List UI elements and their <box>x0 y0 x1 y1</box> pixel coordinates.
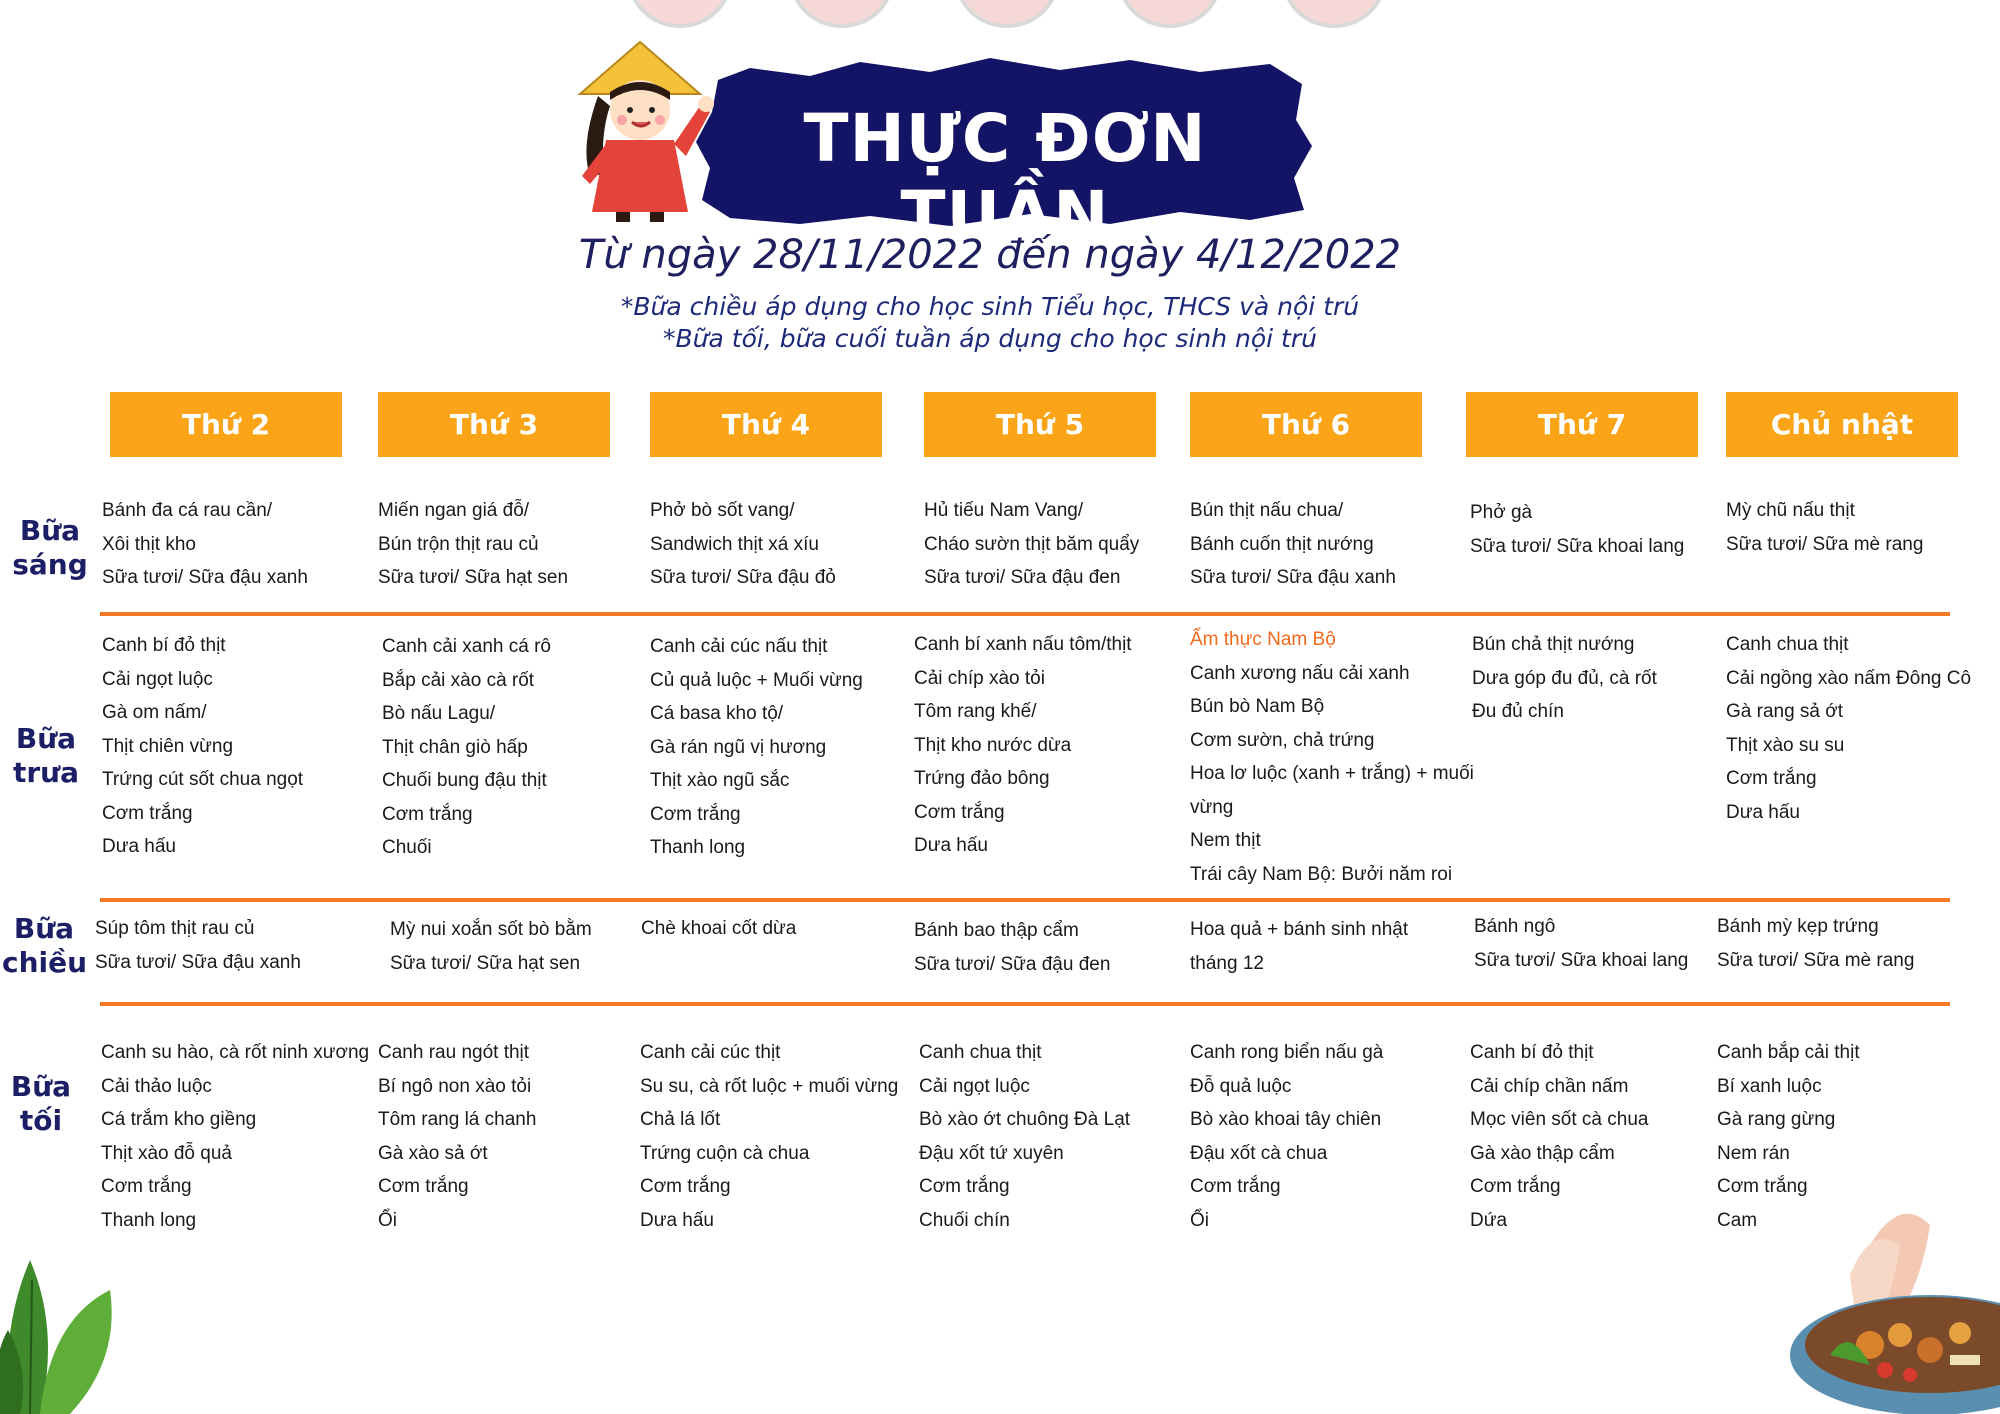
menu-item: Sữa tươi/ Sữa hạt sen <box>378 567 569 588</box>
menu-item: Cơm trắng <box>102 802 193 824</box>
day-header-sat: Thứ 7 <box>1466 392 1698 457</box>
meal-label-breakfast: Bữa sáng <box>12 514 88 581</box>
menu-item: Sữa tươi/ Sữa mè rang <box>1717 949 1915 971</box>
lunch-fri <box>1190 623 1474 891</box>
menu-item: Trái cây Nam Bộ: Bưởi năm roi <box>1190 863 1453 885</box>
menu-item: Bánh ngô <box>1474 916 1556 937</box>
day-header-tue: Thứ 3 <box>378 392 610 457</box>
leaf-decoration <box>0 1240 130 1414</box>
menu-item: Chuối bung đậu thịt <box>382 770 547 791</box>
meal-label-afternoon: Bữa chiều <box>2 912 88 979</box>
plate-decoration <box>1282 0 1386 28</box>
menu-item: Sữa tươi/ Sữa đậu đen <box>924 567 1121 588</box>
menu-item: Sữa tươi/ Sữa khoai lang <box>1470 535 1685 557</box>
menu-item: vừng <box>1190 796 1234 818</box>
afternoon-sun <box>1717 910 1914 977</box>
menu-item: Bún bò Nam Bộ <box>1190 696 1325 717</box>
menu-item: Canh rong biển nấu gà <box>1190 1042 1384 1063</box>
dinner-mon <box>101 1036 369 1237</box>
menu-item: Sữa tươi/ Sữa đậu xanh <box>95 951 301 973</box>
menu-item: Gà rán ngũ vị hương <box>650 736 827 758</box>
menu-item: Bánh đa cá rau cần/ <box>102 500 273 521</box>
title-banner <box>560 30 1320 254</box>
breakfast-tue <box>378 494 568 595</box>
menu-item: Phở gà <box>1470 502 1533 523</box>
plate-decoration <box>1118 0 1222 28</box>
breakfast-thu <box>924 494 1139 595</box>
menu-item: Canh rau ngót thịt <box>378 1042 530 1063</box>
menu-item: Canh bí xanh nấu tôm/thịt <box>914 634 1132 655</box>
lunch-sun <box>1726 628 1971 829</box>
breakfast-sat <box>1470 496 1684 563</box>
menu-item: Canh cải xanh cá rô <box>382 636 551 657</box>
menu-item: Bắp cải xào cà rốt <box>382 669 535 691</box>
menu-item: Hủ tiếu Nam Vang/ <box>924 500 1084 521</box>
food-bowl-decoration <box>1760 1205 2000 1414</box>
day-header-thu: Thứ 5 <box>924 392 1156 457</box>
menu-item: Dưa hấu <box>102 836 176 857</box>
menu-item: Cá basa kho tộ/ <box>650 703 784 724</box>
lunch-thu <box>914 628 1132 863</box>
day-header-fri: Thứ 6 <box>1190 392 1422 457</box>
divider-lunch-afternoon <box>100 898 1950 902</box>
menu-item: Bí ngô non xào tỏi <box>378 1075 532 1097</box>
menu-item: tháng 12 <box>1190 952 1264 974</box>
dinner-tue <box>378 1036 536 1237</box>
menu-item: Cơm trắng <box>1717 1176 1808 1197</box>
menu-item: Dưa hấu <box>914 835 988 856</box>
menu-item: Bò xào khoai tây chiên <box>1190 1109 1382 1130</box>
divider-afternoon-dinner <box>100 1002 1950 1006</box>
menu-item: Canh chua thịt <box>1726 634 1849 655</box>
afternoon-wed <box>641 912 796 946</box>
menu-item: Đu đủ chín <box>1472 701 1564 722</box>
afternoon-fri <box>1190 913 1408 980</box>
afternoon-thu <box>914 914 1110 981</box>
menu-item: Củ quả luộc + Muối vừng <box>650 669 863 691</box>
menu-item: Mọc viên sốt cà chua <box>1470 1109 1649 1130</box>
menu-item: Sandwich thịt xá xíu <box>650 533 819 555</box>
menu-item: Sữa tươi/ Sữa đậu đỏ <box>650 567 836 588</box>
menu-item: Bò nấu Lagu/ <box>382 703 496 724</box>
menu-item: Bún chả thịt nướng <box>1472 634 1635 655</box>
note-afternoon: *Bữa chiều áp dụng cho học sinh Tiểu học, THCS và nội trú <box>620 292 1360 321</box>
menu-item: Dưa góp đu đủ, cà rốt <box>1472 667 1657 689</box>
menu-item: Hoa quả + bánh sinh nhật <box>1190 919 1409 940</box>
menu-item: Canh cải cúc nấu thịt <box>650 636 828 657</box>
menu-item: Cải ngồng xào nấm Đông Cô <box>1726 667 1972 689</box>
plate-decoration <box>955 0 1059 28</box>
menu-item: Gà xào sả ớt <box>378 1142 488 1164</box>
menu-item: Dứa <box>1470 1209 1508 1231</box>
menu-item: Phở bò sốt vang/ <box>650 500 795 521</box>
menu-item: Canh bí đỏ thịt <box>1470 1042 1594 1063</box>
menu-item: Canh xương nấu cải xanh <box>1190 662 1410 684</box>
menu-item: Canh cải cúc thịt <box>640 1042 781 1063</box>
plate-decoration <box>790 0 894 28</box>
menu-item: Thịt xào đỗ quả <box>101 1142 232 1164</box>
plate-decoration <box>628 0 732 28</box>
menu-item: Cơm trắng <box>1190 1176 1281 1197</box>
lunch-tue <box>382 630 551 865</box>
menu-item: Canh chua thịt <box>919 1042 1042 1063</box>
breakfast-mon <box>102 494 308 595</box>
menu-item: Sữa tươi/ Sữa hạt sen <box>390 952 581 974</box>
menu-item: Ổi <box>378 1209 397 1231</box>
menu-item: Đậu xốt cà chua <box>1190 1142 1328 1164</box>
day-header-sun: Chủ nhật <box>1726 392 1958 457</box>
menu-item: Bánh cuốn thịt nướng <box>1190 533 1374 555</box>
menu-item: Sữa tươi/ Sữa đậu đen <box>914 953 1111 975</box>
menu-item: Cải thảo luộc <box>101 1075 212 1097</box>
menu-item: Cải chíp chần nấm <box>1470 1075 1629 1097</box>
dinner-thu <box>919 1036 1130 1237</box>
dinner-fri <box>1190 1036 1383 1237</box>
menu-item: Dưa hấu <box>1726 801 1800 823</box>
menu-item: Chả lá lốt <box>640 1109 721 1130</box>
menu-item: Sữa tươi/ Sữa khoai lang <box>1474 949 1689 971</box>
menu-item: Tôm rang khế/ <box>914 701 1037 722</box>
menu-item: Đỗ quả luộc <box>1190 1075 1292 1097</box>
note-dinner: *Bữa tối, bữa cuối tuần áp dụng cho học sinh nội trú <box>663 324 1317 353</box>
lunch-wed <box>650 630 863 865</box>
breakfast-fri <box>1190 494 1396 595</box>
menu-item: Thanh long <box>650 837 746 858</box>
menu-item: Canh bắp cải thịt <box>1717 1042 1860 1063</box>
menu-item: Cơm trắng <box>914 801 1005 823</box>
menu-item: Bánh mỳ kẹp trứng <box>1717 916 1879 937</box>
date-range: Từ ngày 28/11/2022 đến ngày 4/12/2022 <box>578 232 1402 278</box>
menu-item: Bò xào ớt chuông Đà Lạt <box>919 1109 1131 1130</box>
menu-item: Thịt xào ngũ sắc <box>650 770 790 791</box>
menu-item: Cháo sườn thịt băm quẩy <box>924 533 1140 555</box>
menu-item: Ổi <box>1190 1209 1209 1231</box>
afternoon-mon <box>95 912 301 979</box>
menu-item: Bí xanh luộc <box>1717 1075 1822 1097</box>
menu-item: Cơm trắng <box>378 1176 469 1197</box>
menu-item: Cải ngọt luộc <box>102 668 213 690</box>
dinner-sat <box>1470 1036 1648 1237</box>
menu-item: Thịt chiên vừng <box>102 735 234 757</box>
menu-item: Bún trộn thịt rau củ <box>378 533 539 555</box>
mascot-girl-illustration <box>560 36 720 226</box>
menu-item: Gà rang sả ớt <box>1726 701 1844 722</box>
menu-item: Cải ngọt luộc <box>919 1075 1030 1097</box>
menu-item: Trứng cút sốt chua ngọt <box>102 769 304 790</box>
menu-item: Gà om nấm/ <box>102 702 207 723</box>
menu-item: Thịt kho nước dừa <box>914 734 1072 756</box>
lunch-mon <box>102 629 303 864</box>
lunch-sat <box>1472 628 1657 729</box>
menu-item: Bún thịt nấu chua/ <box>1190 500 1344 521</box>
menu-item: Trứng đảo bông <box>914 768 1050 789</box>
afternoon-tue <box>390 913 592 980</box>
menu-item: Thanh long <box>101 1209 197 1231</box>
menu-item: Cải chíp xào tỏi <box>914 667 1045 689</box>
menu-item: Cơm sườn, chả trứng <box>1190 729 1375 751</box>
divider-breakfast-lunch <box>100 612 1950 616</box>
menu-item: Chuối chín <box>919 1209 1010 1231</box>
menu-item: Chuối <box>382 837 432 858</box>
menu-item: Cam <box>1717 1209 1758 1231</box>
menu-item: Xôi thịt kho <box>102 533 196 555</box>
afternoon-sat <box>1474 910 1688 977</box>
menu-item: Thịt chân giò hấp <box>382 736 528 758</box>
menu-item: Thịt xào su su <box>1726 734 1845 756</box>
menu-item: Cơm trắng <box>650 803 741 825</box>
menu-item: Gà rang gừng <box>1717 1109 1836 1130</box>
menu-item: Chè khoai cốt dừa <box>641 918 797 939</box>
breakfast-sun <box>1726 494 1923 561</box>
breakfast-wed <box>650 494 836 595</box>
menu-item: Mỳ nui xoắn sốt bò bằm <box>390 919 592 940</box>
menu-item: Su su, cà rốt luộc + muối vừng <box>640 1075 899 1097</box>
menu-item: Cá trắm kho giềng <box>101 1109 257 1130</box>
menu-item: Cơm trắng <box>640 1176 731 1197</box>
menu-item: Cơm trắng <box>1726 768 1817 789</box>
dinner-wed <box>640 1036 898 1237</box>
meal-label-lunch: Bữa trưa <box>12 722 80 789</box>
menu-item: Sữa tươi/ Sữa đậu xanh <box>102 567 308 588</box>
menu-item: Sữa tươi/ Sữa mè rang <box>1726 533 1924 555</box>
meal-label-dinner: Bữa tối <box>10 1070 72 1137</box>
menu-item: Đậu xốt tứ xuyên <box>919 1142 1064 1164</box>
menu-item-highlight: Ẩm thực Nam Bộ <box>1190 629 1336 650</box>
menu-item: Cơm trắng <box>101 1176 192 1197</box>
menu-item: Gà xào thập cẩm <box>1470 1142 1615 1164</box>
menu-item: Hoa lơ luộc (xanh + trắng) + muối <box>1190 763 1474 784</box>
menu-item: Nem thịt <box>1190 830 1261 851</box>
menu-item: Miến ngan giá đỗ/ <box>378 500 530 521</box>
menu-item: Bánh bao thập cẩm <box>914 920 1079 941</box>
menu-item: Trứng cuộn cà chua <box>640 1142 810 1164</box>
menu-item: Canh su hào, cà rốt ninh xương <box>101 1042 370 1063</box>
menu-item: Sữa tươi/ Sữa đậu xanh <box>1190 567 1396 588</box>
menu-item: Súp tôm thịt rau củ <box>95 918 255 939</box>
menu-item: Cơm trắng <box>382 803 473 825</box>
menu-item: Cơm trắng <box>919 1176 1010 1197</box>
menu-item: Canh bí đỏ thịt <box>102 635 226 656</box>
day-header-wed: Thứ 4 <box>650 392 882 457</box>
day-header-mon: Thứ 2 <box>110 392 342 457</box>
menu-item: Dưa hấu <box>640 1209 714 1231</box>
menu-item: Tôm rang lá chanh <box>378 1109 537 1130</box>
menu-item: Nem rán <box>1717 1142 1790 1164</box>
menu-item: Mỳ chũ nấu thịt <box>1726 500 1855 521</box>
page-title: THỰC ĐƠN TUẦN <box>803 100 1207 254</box>
menu-item: Cơm trắng <box>1470 1176 1561 1197</box>
